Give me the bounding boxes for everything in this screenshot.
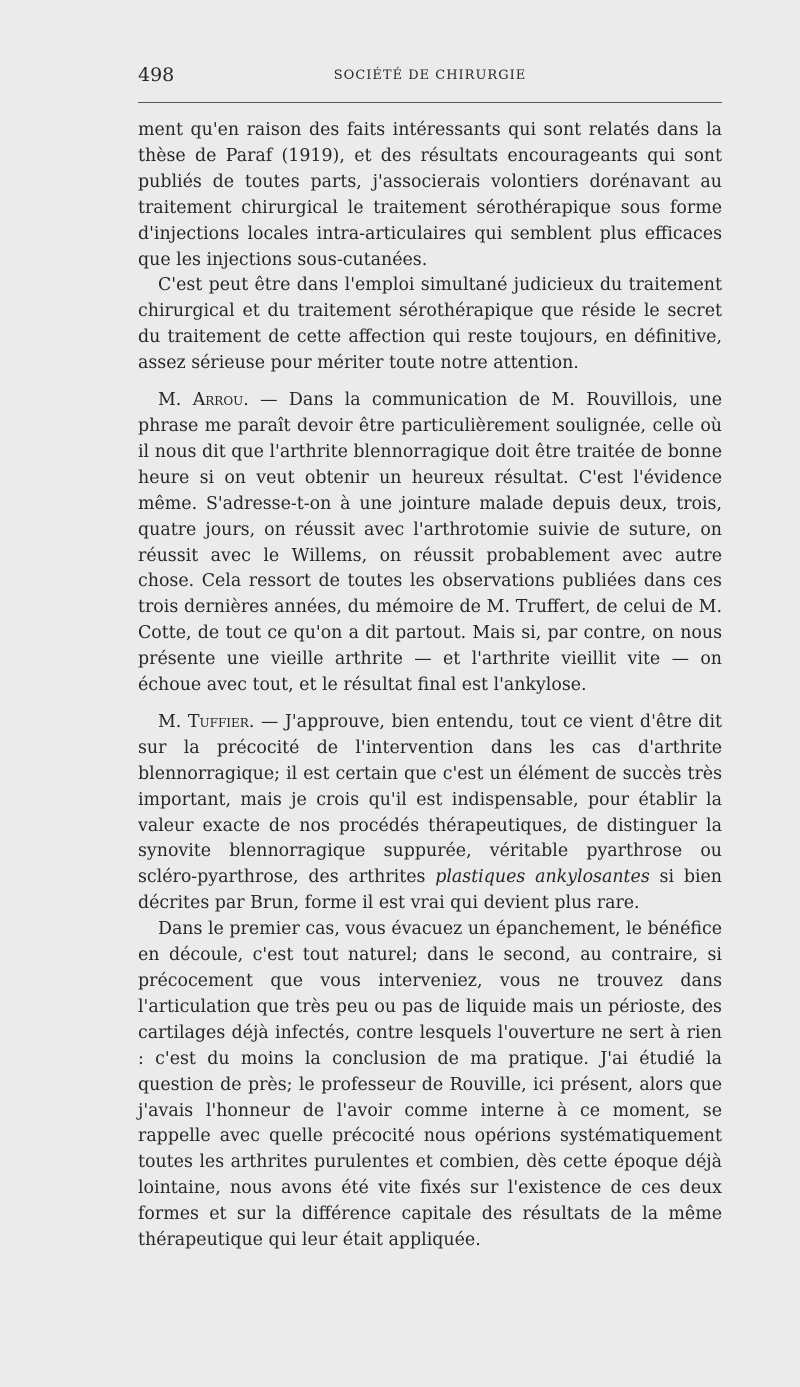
running-title: SOCIÉTÉ DE CHIRURGIE xyxy=(333,68,527,83)
speaker-name: Tuffier xyxy=(187,711,249,732)
italic-term: plastiques ankylosantes xyxy=(435,867,650,888)
paragraph-text: . — Dans la communication de M. Rouvillois, une phrase me paraît devoir être particulièrement soulignée, celle où il nous dit que l'arthrite blennorragique doit être traitée de bonne heure si on veut obtenir un heureux résultat. C'est l'évidence même. S'adresse-t-on à une jointure malade depuis deux, trois, quatre jours, on réussit avec l'arthrotomie suivie de suture, on réussit avec le Willems, on réussit probablement avec autre chose. Cela ressort de toutes les observations publiées dans ces trois dernières années, du mémoire de M. Truffert, de celui de M. Cotte, de tout ce qu'on a dit partout. Mais si, par contre, on nous présente une vieille arthrite — et l'arthrite vieillit vite — on échoue avec tout, et le résultat final est l'ankylose. xyxy=(138,390,722,696)
page-header xyxy=(138,64,722,88)
body-text xyxy=(138,118,722,1254)
page-number: 498 xyxy=(138,64,175,86)
speaker-prefix: M. xyxy=(158,711,188,732)
paragraph-text-end: si bien décrites par Brun, forme il est vrai qui devient plus rare. xyxy=(138,867,722,914)
paragraph-arrou xyxy=(138,388,722,699)
paragraph-text: . — J'approuve, bien entendu, tout ce vient d'être dit sur la précocité de l'intervention dans les cas d'arthrite blennorragique; il est certain que c'est un élément de succès très important, mais je crois qu'il est indispensable, pour établir la valeur exacte de nos procédés thérapeutiques, de distinguer la synovite blennorragique suppurée, véritable pyarthrose ou scléro-pyarthrose, des arthrites xyxy=(138,711,722,888)
speaker-name: Arrou xyxy=(192,390,244,411)
paragraph-2: C'est peut être dans l'emploi simultané judicieux du traitement chirurgical et du traitement sérothérapique que réside le secret du traitement de cette affection qui reste toujours, en définitive, assez sérieuse pour mériter toute notre attention. xyxy=(138,275,722,374)
speaker-prefix: M. xyxy=(158,390,193,411)
header-rule xyxy=(138,102,722,103)
paragraph-tuffier xyxy=(138,710,722,917)
paragraph-5: Dans le premier cas, vous évacuez un épanchement, le bénéfice en découle, c'est tout naturel; dans le second, au contraire, si précocement que vous interveniez, vous ne trouvez dans l'articulation que très peu ou pas de liquide mais un périoste, des cartilages déjà infectés, contre lesquels l'ouverture ne sert à rien : c'est du moins la conclusion de ma pratique. J'ai étudié la question de près; le professeur de Rouville, ici présent, alors que j'avais l'honneur de l'avoir comme interne à ce moment, se rappelle avec quelle précocité nous opérions systématiquement toutes les arthrites purulentes et combien, dès cette époque déjà lointaine, nous avons été vite fixés sur l'existence de ces deux formes et sur la différence capitale des résultats de la même thérapeutique qui leur était appliquée. xyxy=(138,919,722,1251)
paragraph-1: ment qu'en raison des faits intéressants qui sont relatés dans la thèse de Paraf (1919), et des résultats encourageants qui sont publiés de toutes parts, j'associerais volontiers dorénavant au traitement chirurgical le traitement sérothérapique sous forme d'injections locales intra-articulaires qui semblent plus efficaces que les injections sous-cutanées. xyxy=(138,120,722,270)
